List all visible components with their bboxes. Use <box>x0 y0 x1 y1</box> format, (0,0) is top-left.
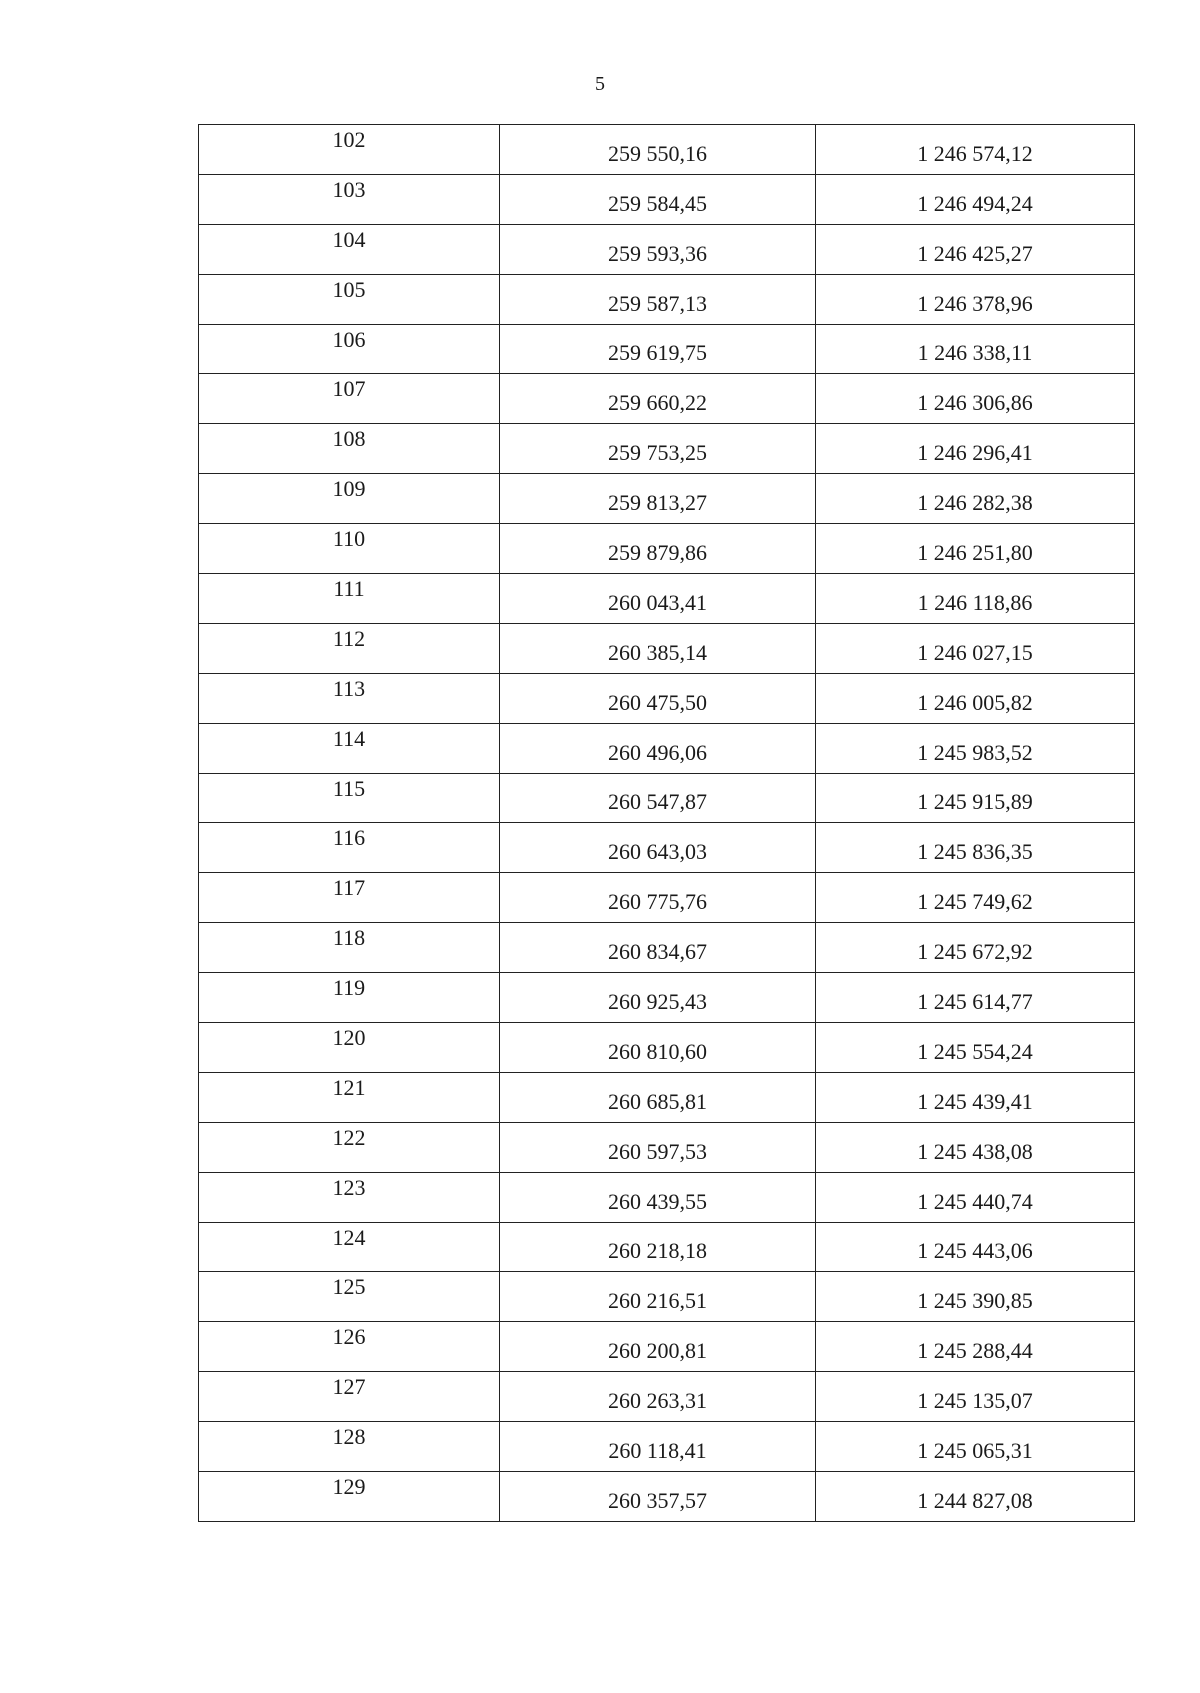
point-number-cell: 105 <box>199 274 500 324</box>
table-row <box>199 1322 1135 1372</box>
x-coordinate-cell: 260 775,76 <box>500 873 816 923</box>
y-coordinate-cell: 1 246 118,86 <box>816 574 1135 624</box>
x-coordinate-cell: 260 043,41 <box>500 574 816 624</box>
y-coordinate-cell: 1 245 438,08 <box>816 1122 1135 1172</box>
y-coordinate-cell: 1 245 135,07 <box>816 1372 1135 1422</box>
table-row <box>199 174 1135 224</box>
table-row <box>199 1472 1135 1522</box>
y-coordinate-cell: 1 245 065,31 <box>816 1422 1135 1472</box>
table-row <box>199 324 1135 374</box>
point-number-cell: 109 <box>199 474 500 524</box>
point-number-cell: 127 <box>199 1372 500 1422</box>
x-coordinate-cell: 260 643,03 <box>500 823 816 873</box>
table-row <box>199 374 1135 424</box>
x-coordinate-cell: 260 216,51 <box>500 1272 816 1322</box>
x-coordinate-cell: 260 685,81 <box>500 1072 816 1122</box>
point-number-cell: 108 <box>199 424 500 474</box>
point-number-cell: 124 <box>199 1222 500 1272</box>
x-coordinate-cell: 259 593,36 <box>500 224 816 274</box>
point-number-cell: 114 <box>199 723 500 773</box>
x-coordinate-cell: 260 263,31 <box>500 1372 816 1422</box>
x-coordinate-cell: 260 439,55 <box>500 1172 816 1222</box>
point-number-cell: 118 <box>199 923 500 973</box>
y-coordinate-cell: 1 245 443,06 <box>816 1222 1135 1272</box>
y-coordinate-cell: 1 246 338,11 <box>816 324 1135 374</box>
point-number-cell: 103 <box>199 174 500 224</box>
table-row <box>199 1072 1135 1122</box>
point-number-cell: 111 <box>199 574 500 624</box>
table-row <box>199 673 1135 723</box>
x-coordinate-cell: 259 879,86 <box>500 524 816 574</box>
x-coordinate-cell: 260 925,43 <box>500 973 816 1023</box>
y-coordinate-cell: 1 246 378,96 <box>816 274 1135 324</box>
x-coordinate-cell: 260 496,06 <box>500 723 816 773</box>
point-number-cell: 122 <box>199 1122 500 1172</box>
y-coordinate-cell: 1 246 005,82 <box>816 673 1135 723</box>
y-coordinate-cell: 1 244 827,08 <box>816 1472 1135 1522</box>
point-number-cell: 115 <box>199 773 500 823</box>
x-coordinate-cell: 260 385,14 <box>500 623 816 673</box>
y-coordinate-cell: 1 245 672,92 <box>816 923 1135 973</box>
table-row <box>199 973 1135 1023</box>
table-row <box>199 773 1135 823</box>
point-number-cell: 106 <box>199 324 500 374</box>
table-row <box>199 1172 1135 1222</box>
y-coordinate-cell: 1 245 288,44 <box>816 1322 1135 1372</box>
table-row <box>199 524 1135 574</box>
x-coordinate-cell: 259 660,22 <box>500 374 816 424</box>
point-number-cell: 116 <box>199 823 500 873</box>
x-coordinate-cell: 260 357,57 <box>500 1472 816 1522</box>
x-coordinate-cell: 259 587,13 <box>500 274 816 324</box>
table-row <box>199 1372 1135 1422</box>
y-coordinate-cell: 1 245 983,52 <box>816 723 1135 773</box>
x-coordinate-cell: 259 619,75 <box>500 324 816 374</box>
coordinates-table <box>198 124 1135 1522</box>
y-coordinate-cell: 1 245 440,74 <box>816 1172 1135 1222</box>
point-number-cell: 104 <box>199 224 500 274</box>
table-row <box>199 823 1135 873</box>
table-row <box>199 1122 1135 1172</box>
page-number: 5 <box>595 73 605 95</box>
point-number-cell: 112 <box>199 623 500 673</box>
point-number-cell: 128 <box>199 1422 500 1472</box>
point-number-cell: 121 <box>199 1072 500 1122</box>
x-coordinate-cell: 259 753,25 <box>500 424 816 474</box>
y-coordinate-cell: 1 246 494,24 <box>816 174 1135 224</box>
point-number-cell: 126 <box>199 1322 500 1372</box>
y-coordinate-cell: 1 245 390,85 <box>816 1272 1135 1322</box>
x-coordinate-cell: 260 218,18 <box>500 1222 816 1272</box>
table-row <box>199 923 1135 973</box>
table-row <box>199 1023 1135 1073</box>
coordinates-table-body <box>199 125 1135 1522</box>
x-coordinate-cell: 259 584,45 <box>500 174 816 224</box>
point-number-cell: 119 <box>199 973 500 1023</box>
point-number-cell: 129 <box>199 1472 500 1522</box>
table-row <box>199 1422 1135 1472</box>
x-coordinate-cell: 260 547,87 <box>500 773 816 823</box>
table-row <box>199 1272 1135 1322</box>
y-coordinate-cell: 1 245 439,41 <box>816 1072 1135 1122</box>
point-number-cell: 125 <box>199 1272 500 1322</box>
point-number-cell: 110 <box>199 524 500 574</box>
x-coordinate-cell: 260 200,81 <box>500 1322 816 1372</box>
point-number-cell: 117 <box>199 873 500 923</box>
point-number-cell: 107 <box>199 374 500 424</box>
x-coordinate-cell: 260 810,60 <box>500 1023 816 1073</box>
table-row <box>199 623 1135 673</box>
y-coordinate-cell: 1 246 574,12 <box>816 125 1135 175</box>
y-coordinate-cell: 1 246 027,15 <box>816 623 1135 673</box>
table-row <box>199 274 1135 324</box>
table-row <box>199 723 1135 773</box>
table-row <box>199 873 1135 923</box>
y-coordinate-cell: 1 246 425,27 <box>816 224 1135 274</box>
y-coordinate-cell: 1 245 836,35 <box>816 823 1135 873</box>
table-row <box>199 474 1135 524</box>
table-row <box>199 1222 1135 1272</box>
table-row <box>199 424 1135 474</box>
x-coordinate-cell: 259 813,27 <box>500 474 816 524</box>
table-row <box>199 224 1135 274</box>
x-coordinate-cell: 259 550,16 <box>500 125 816 175</box>
x-coordinate-cell: 260 834,67 <box>500 923 816 973</box>
x-coordinate-cell: 260 118,41 <box>500 1422 816 1472</box>
y-coordinate-cell: 1 246 251,80 <box>816 524 1135 574</box>
y-coordinate-cell: 1 246 296,41 <box>816 424 1135 474</box>
y-coordinate-cell: 1 245 749,62 <box>816 873 1135 923</box>
point-number-cell: 102 <box>199 125 500 175</box>
point-number-cell: 120 <box>199 1023 500 1073</box>
y-coordinate-cell: 1 245 915,89 <box>816 773 1135 823</box>
y-coordinate-cell: 1 245 614,77 <box>816 973 1135 1023</box>
point-number-cell: 123 <box>199 1172 500 1222</box>
point-number-cell: 113 <box>199 673 500 723</box>
y-coordinate-cell: 1 246 306,86 <box>816 374 1135 424</box>
x-coordinate-cell: 260 475,50 <box>500 673 816 723</box>
x-coordinate-cell: 260 597,53 <box>500 1122 816 1172</box>
y-coordinate-cell: 1 245 554,24 <box>816 1023 1135 1073</box>
table-row <box>199 574 1135 624</box>
table-row <box>199 125 1135 175</box>
y-coordinate-cell: 1 246 282,38 <box>816 474 1135 524</box>
